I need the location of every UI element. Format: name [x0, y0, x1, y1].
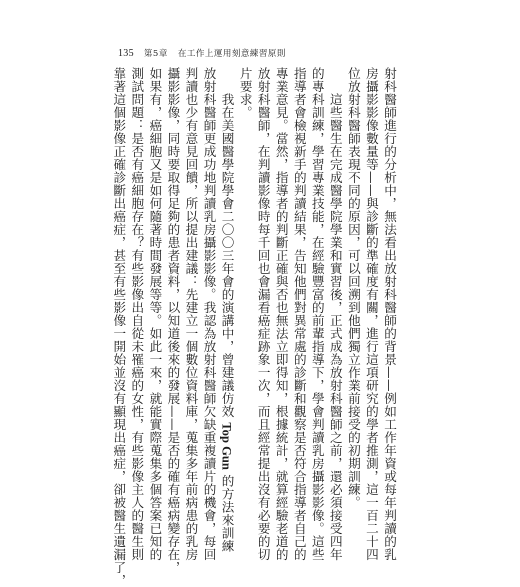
text-column: 這些醫生在完成醫學院學業和實習後，正式成為放射科醫師之前，還必須接受四年	[327, 93, 343, 561]
text-column: 房攝影影像數量等——與診斷的準確度有關，進行這項研究的學者推測，這一百二十四	[363, 67, 379, 561]
body-text	[111, 67, 398, 587]
text-column: 指導者會檢視新手的判讀結果，告知他們對異常處的診斷和觀察是否符合指導者自己的	[291, 67, 307, 561]
chapter-title: 在工作上運用刻意練習原則	[177, 49, 286, 59]
page-header	[118, 46, 286, 60]
text-column: 射科醫師進行的分析中，無法看出放射科醫師的背景——例如工作年資或每年判讀的乳	[382, 67, 397, 561]
chapter-label: 第5章	[143, 49, 168, 59]
page-number: 135	[118, 47, 134, 59]
text-column: 攝影影像，同時要取得足夠的患者資料，以知道後來的發展——是否的確有癌病變存在，	[165, 67, 181, 574]
text-column: 靠著這個影像正確診斷出癌症，甚至有些影像一開始並沒有顯現出癌症，卻被醫生遺漏了，	[111, 67, 127, 587]
text-column: 放射科醫師更成功地判讀乳房攝影影像。我認為放射科醫師欠缺重複讀片的機會，每回	[201, 67, 217, 561]
text-column: 片要求。	[237, 67, 253, 119]
text-column: 的專科訓練，學習專業技能，在經驗豐富的前輩指導下，學會判讀乳房攝影影像。這些	[309, 67, 325, 561]
text-column: 我在美國醫學院學會二〇〇三年會的演講中，曾建議仿效 Top Gun 的方法來訓練	[219, 93, 235, 553]
text-column: 判讀也少有意見回饋，所以提出建議：先建立一個數位資料庫，蒐集多年前病患的乳房	[183, 67, 199, 561]
text-column: 專業意見。當然，指導者的判斷正確與否也無法立即得知，根據統計，就算經驗老道的	[273, 67, 289, 561]
text-column: 位放射科醫師表現不同的原因，可以回溯到他們獨立作業前接受的初期訓練。	[345, 67, 361, 509]
text-column: 測試問題：是否有癌細胞存在？有些影像出自從未罹癌的女性，有些影像主人的醫生則	[129, 67, 145, 561]
text-column: 如果有，癌細胞又是如何隨著時間發展等等。如此一來，就能實際蒐集多個答案已知的	[147, 67, 163, 561]
text-column: 放射科醫師，在判讀影像時每千回也會漏看癌症跡象一次，而且經常提出沒有必要的切	[255, 67, 271, 561]
